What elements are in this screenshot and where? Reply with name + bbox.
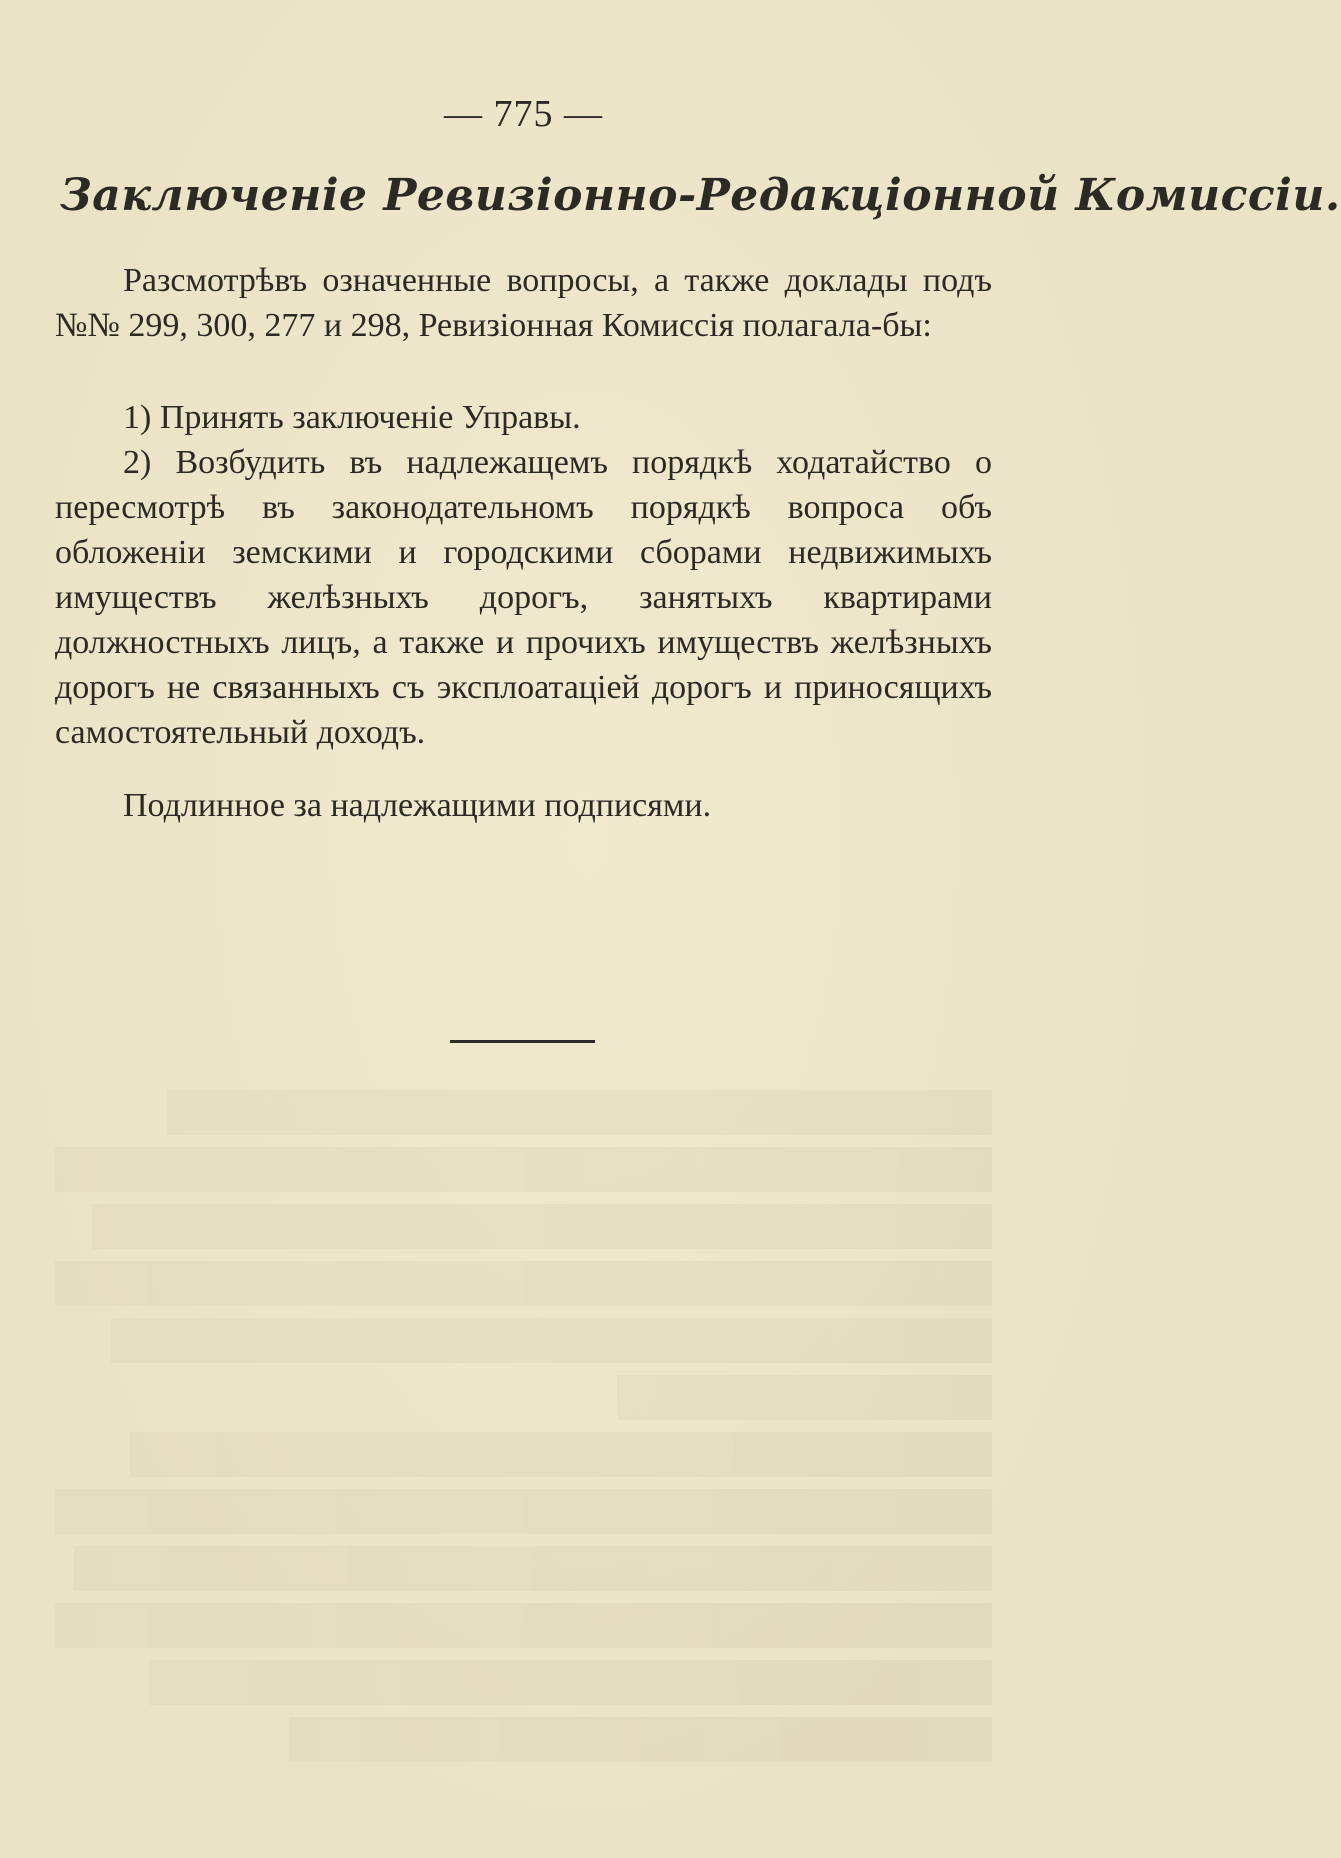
paragraph-text: 2) Возбудить въ надлежащемъ порядкѣ ходатайство о пересмотрѣ въ законодательномъ порядкѣ вопроса объ обложеніи земскими и городскими сборами недвижимыхъ имуществъ желѣзныхъ дорогъ, занятыхъ квартирами должностныхъ лицъ, а также и прочихъ имуществъ желѣзныхъ дорогъ не связанныхъ съ эксплоатаціей дорогъ и приносящихъ самостоятельный доходъ. xyxy=(55,444,992,751)
paragraph-signature-note xyxy=(55,783,992,828)
separator-rule xyxy=(450,1040,595,1043)
paragraph-item-1 xyxy=(55,395,992,440)
section-heading: Заключеніе Ревизіонно-Редакціонной Комиссіи. xyxy=(60,170,1341,221)
show-through-texture xyxy=(55,1090,992,1774)
paragraph-text: 1) Принять заключеніе Управы. xyxy=(123,399,581,436)
page-number: — 775 — xyxy=(444,93,603,135)
paragraph-text: Разсмотрѣвъ означенные вопросы, а также доклады подъ №№ 299, 300, 277 и 298, Ревизіонная Комиссія полагала-бы: xyxy=(55,262,992,344)
paragraph-text: Подлинное за надлежащими подписями. xyxy=(123,787,712,824)
paragraph-intro xyxy=(55,258,992,348)
paragraph-item-2 xyxy=(55,440,992,755)
